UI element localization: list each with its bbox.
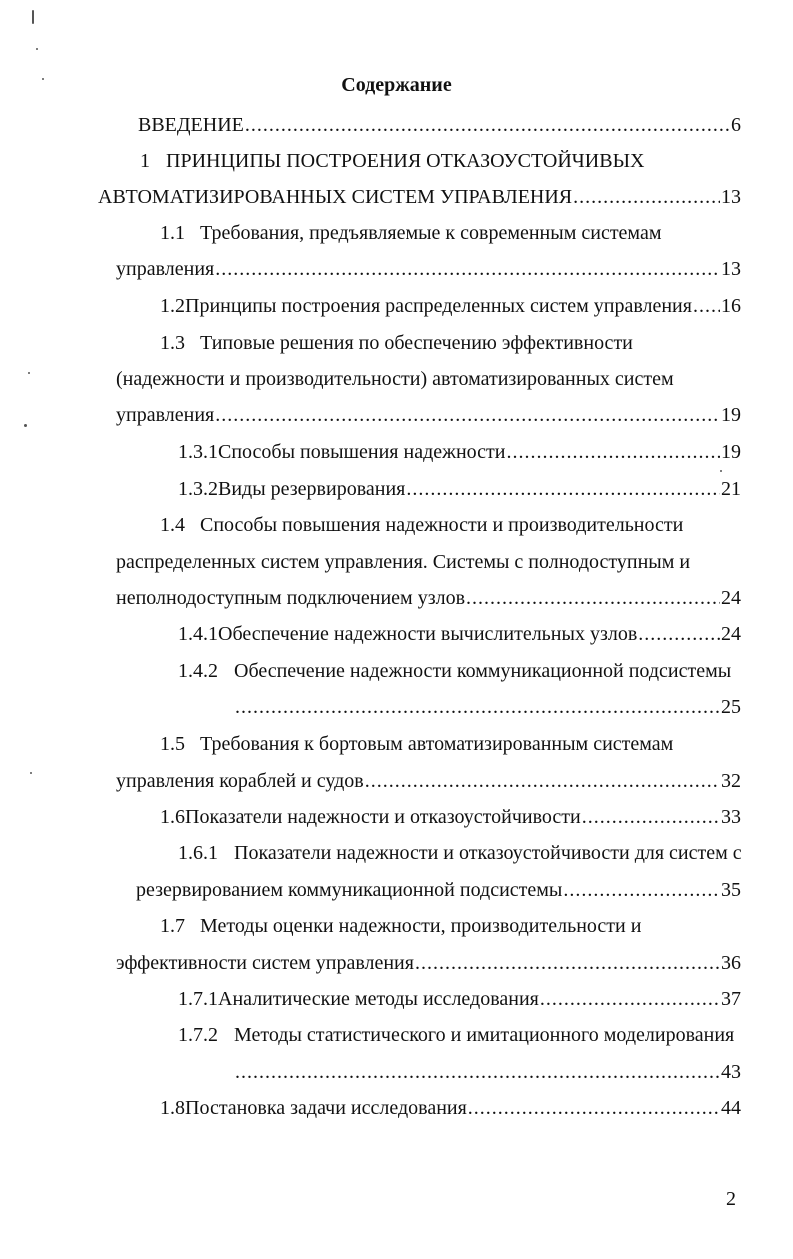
toc-entry-text: Аналитические методы исследования [218, 988, 539, 1010]
toc-entry-text: Методы статистического и имитационного моделирования [234, 1024, 735, 1046]
toc-entry-text: Показатели надежности и отказоустойчивости для систем с [234, 842, 742, 864]
toc-entry-1-5-line2[interactable] [116, 768, 741, 794]
toc-leader-dots [415, 950, 720, 976]
toc-leader-dots [466, 585, 720, 611]
toc-entry-1-7-line1[interactable] [160, 913, 641, 939]
toc-page-number: 24 [721, 587, 741, 609]
toc-entry-1-4-line3[interactable] [116, 585, 741, 611]
toc-entry-intro[interactable] [138, 112, 741, 138]
toc-entry-chapter-1-line2[interactable] [98, 184, 741, 210]
toc-entry-chapter-1-line1[interactable] [140, 148, 644, 174]
toc-page-number: 33 [721, 806, 741, 828]
toc-entry-1-3-1[interactable] [178, 439, 741, 465]
toc-page-number: 16 [721, 295, 741, 317]
toc-entry-number: 1.3.1 [178, 441, 218, 463]
toc-page-number: 19 [721, 404, 741, 426]
toc-entry-1-7-2-line1[interactable] [178, 1022, 734, 1048]
scan-speck [36, 48, 38, 50]
toc-entry-1-7-line2[interactable] [116, 950, 741, 976]
toc-entry-text: (надежности и производительности) автоматизированных систем [116, 368, 674, 390]
toc-entry-number: 1.4 [160, 514, 185, 536]
toc-entry-text: ВВЕДЕНИЕ [138, 114, 244, 136]
toc-entry-number: 1 [140, 150, 150, 172]
toc-entry-number: 1.3.2 [178, 478, 218, 500]
toc-entry-text: Требования, предъявляемые к современным системам [200, 222, 662, 244]
toc-leader-dots [582, 804, 720, 830]
toc-entry-1-7-1[interactable] [178, 986, 741, 1012]
toc-page-number: 36 [721, 952, 741, 974]
toc-entry-1-7-2-line2[interactable] [234, 1059, 741, 1085]
page-title: Содержание [341, 74, 452, 96]
toc-entry-text: ПРИНЦИПЫ ПОСТРОЕНИЯ ОТКАЗОУСТОЙЧИВЫХ [166, 150, 645, 172]
toc-entry-text: АВТОМАТИЗИРОВАННЫХ СИСТЕМ УПРАВЛЕНИЯ [98, 186, 573, 208]
toc-entry-text: Типовые решения по обеспечению эффективности [200, 332, 633, 354]
toc-entry-text: Принципы построения распределенных систем управления [185, 295, 692, 317]
toc-page-number: 13 [721, 186, 741, 208]
toc-entry-text: управления [116, 404, 215, 426]
toc-leader-dots [638, 621, 720, 647]
toc-leader-dots [506, 439, 720, 465]
page-number: 2 [726, 1188, 736, 1210]
toc-entry-text: Постановка задачи исследования [185, 1097, 467, 1119]
toc-entry-number: 1.1 [160, 222, 185, 244]
toc-page-number: 32 [721, 770, 741, 792]
toc-entry-number: 1.4.1 [178, 623, 218, 645]
toc-entry-number: 1.7 [160, 915, 185, 937]
toc-entry-number: 1.6.1 [178, 842, 218, 864]
toc-entry-text: Обеспечение надежности вычислительных узлов [218, 623, 638, 645]
toc-leader-dots [365, 768, 720, 794]
toc-entry-number: 1.4.2 [178, 660, 218, 682]
toc-page-number: 19 [721, 441, 741, 463]
toc-entry-1-8[interactable] [160, 1095, 741, 1121]
toc-entry-text: распределенных систем управления. Системы с полнодоступным и [116, 551, 691, 573]
toc-page-number: 35 [721, 879, 741, 901]
toc-page-number: 44 [721, 1097, 741, 1119]
toc-entry-text: Виды резервирования [218, 478, 406, 500]
toc-entry-1-3-line1[interactable] [160, 330, 633, 356]
toc-entry-number: 1.5 [160, 733, 185, 755]
toc-entry-1-3-line3[interactable] [116, 402, 741, 428]
toc-leader-dots [235, 1059, 720, 1085]
toc-entry-1-4-line1[interactable] [160, 512, 683, 538]
toc-entry-number: 1.6 [160, 806, 185, 828]
toc-entry-text: Способы повышения надежности [218, 441, 506, 463]
toc-leader-dots [693, 293, 720, 319]
toc-page-number: 13 [721, 258, 741, 280]
toc-entry-text: Показатели надежности и отказоустойчивости [185, 806, 581, 828]
scan-speck [28, 372, 30, 374]
toc-entry-text: Способы повышения надежности и производительности [200, 514, 684, 536]
toc-entry-1-6-1-line1[interactable] [178, 840, 742, 866]
toc-entry-text: управления [116, 258, 215, 280]
toc-entry-text: Методы оценки надежности, производительности и [200, 915, 642, 937]
toc-page-number: 37 [721, 988, 741, 1010]
scan-speck [24, 424, 27, 427]
toc-leader-dots [573, 184, 720, 210]
toc-page-number: 25 [721, 696, 741, 718]
toc-leader-dots [215, 256, 720, 282]
toc-entry-1-4-2-line1[interactable] [178, 658, 731, 684]
toc-entry-1-1-line1[interactable] [160, 220, 661, 246]
toc-entry-1-2[interactable] [160, 293, 741, 319]
toc-entry-1-4-2-line2[interactable] [234, 694, 741, 720]
toc-entry-number: 1.2 [160, 295, 185, 317]
toc-entry-text: неполнодоступным подключением узлов [116, 587, 466, 609]
toc-entry-1-6[interactable] [160, 804, 741, 830]
toc-leader-dots [215, 402, 720, 428]
toc-entry-number: 1.7.2 [178, 1024, 218, 1046]
toc-page-number: 24 [721, 623, 741, 645]
toc-leader-dots [406, 476, 720, 502]
toc-entry-text: эффективности систем управления [116, 952, 414, 974]
scan-speck [720, 470, 722, 472]
toc-entry-text: резервированием коммуникационной подсистемы [136, 879, 563, 901]
toc-leader-dots [235, 694, 720, 720]
toc-entry-1-3-line2[interactable] [116, 366, 674, 392]
toc-page-number: 21 [721, 478, 741, 500]
toc-entry-1-3-2[interactable] [178, 476, 741, 502]
toc-entry-text: Обеспечение надежности коммуникационной подсистемы [234, 660, 732, 682]
scan-speck [30, 772, 32, 774]
toc-leader-dots [468, 1095, 720, 1121]
toc-entry-1-1-line2[interactable] [116, 256, 741, 282]
toc-entry-text: Требования к бортовым автоматизированным системам [200, 733, 674, 755]
toc-leader-dots [540, 986, 720, 1012]
toc-entry-number: 1.3 [160, 332, 185, 354]
toc-leader-dots [245, 112, 730, 138]
toc-entry-number: 1.8 [160, 1097, 185, 1119]
toc-leader-dots [563, 877, 720, 903]
toc-entry-1-4-1[interactable] [178, 621, 741, 647]
toc-page-number: 6 [731, 114, 741, 136]
toc-entry-1-5-line1[interactable] [160, 731, 673, 757]
toc-entry-1-4-line2[interactable] [116, 549, 690, 575]
scan-speck [32, 10, 34, 24]
toc-page-number: 43 [721, 1061, 741, 1083]
toc-entry-text: управления кораблей и судов [116, 770, 364, 792]
toc-entry-1-6-1-line2[interactable] [136, 877, 741, 903]
toc-entry-number: 1.7.1 [178, 988, 218, 1010]
